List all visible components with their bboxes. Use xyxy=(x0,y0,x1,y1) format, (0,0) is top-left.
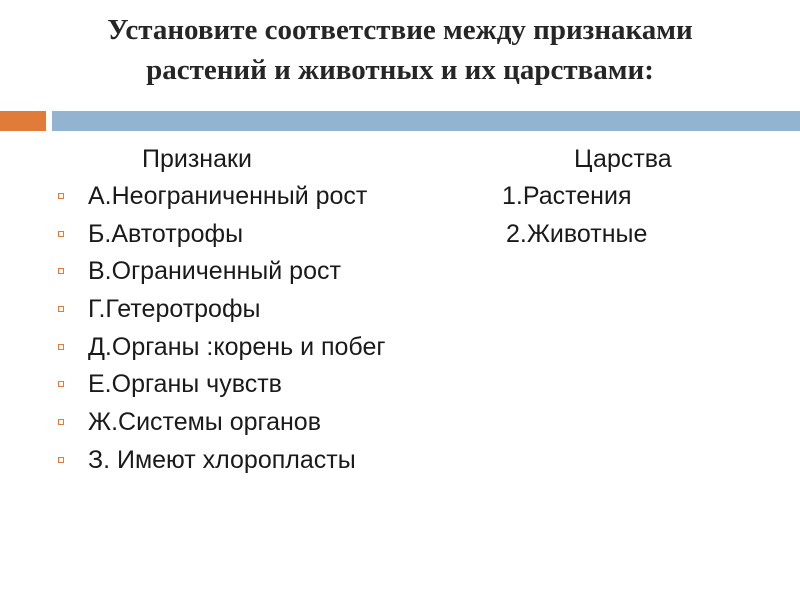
feature-text: Д.Органы :корень и побег xyxy=(88,332,386,361)
square-bullet-icon xyxy=(58,231,64,237)
features-column-header: Признаки xyxy=(142,145,252,173)
kingdom-plants: 1.Растения xyxy=(502,182,632,210)
title-line-2: растений и животных и их царствами: xyxy=(146,54,654,86)
accent-bar-blue xyxy=(52,111,800,131)
square-bullet-icon xyxy=(58,381,64,387)
feature-text: В.Ограниченный рост xyxy=(88,257,341,286)
slide-title xyxy=(0,10,800,90)
square-bullet-icon xyxy=(58,306,64,312)
feature-text: З. Имеют хлоропласты xyxy=(88,445,356,474)
accent-bar-orange xyxy=(0,111,46,131)
kingdoms-column-header: Царства xyxy=(574,145,672,173)
square-bullet-icon xyxy=(58,419,64,425)
feature-text: Ж.Системы органов xyxy=(88,408,321,437)
square-bullet-icon xyxy=(58,344,64,350)
feature-text: А.Неограниченный рост xyxy=(88,182,368,210)
square-bullet-icon xyxy=(58,193,64,199)
title-line-1: Установите соответствие между признаками xyxy=(107,14,693,46)
kingdom-animals: 2.Животные xyxy=(506,220,648,248)
square-bullet-icon xyxy=(58,268,64,274)
feature-text: Г.Гетеротрофы xyxy=(88,295,261,324)
feature-text: Б.Автотрофы xyxy=(88,219,244,248)
feature-text: Е.Органы чувств xyxy=(88,370,282,399)
square-bullet-icon xyxy=(58,457,64,463)
